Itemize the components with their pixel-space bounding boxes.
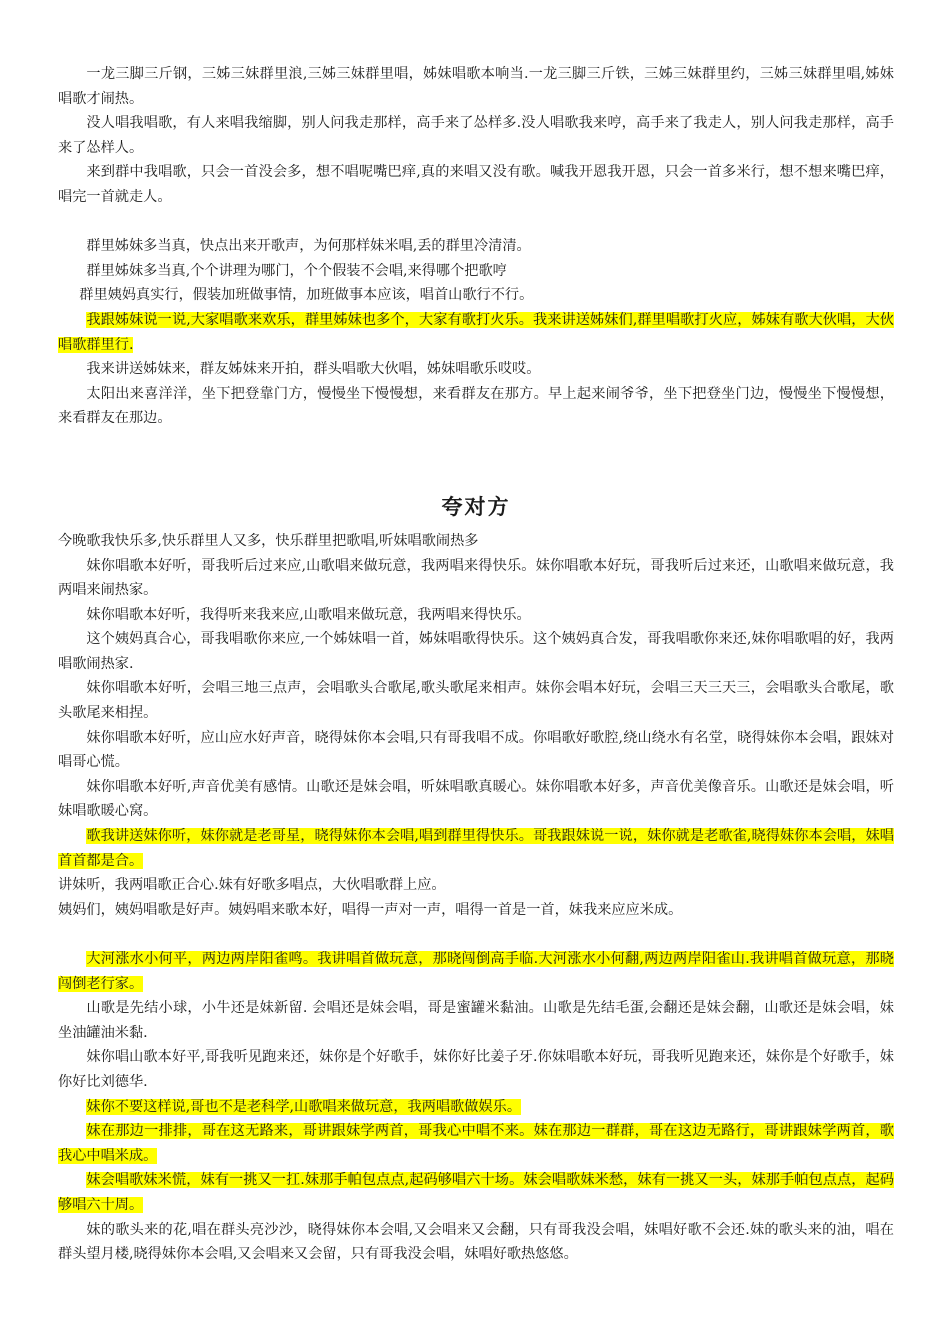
- paragraph: 妹的歌头来的花,唱在群头亮沙沙，晓得妹你本会唱,又会唱来又会翻，只有哥我没会唱，妹唱好歌不会还.妹的歌头来的油，唱在群头望月楼,晓得妹你本会唱,又会唱来又会留，只有哥我没会唱，妹唱好歌热悠悠。: [58, 1221, 894, 1263]
- highlighted-paragraph: 妹会唱歌妹米慌，妹有一挑又一扛.妹那手帕包点点,起码够唱六十场。妹会唱歌妹米愁，妹有一挑又一头，妹那手帕包点点，起码够唱六十周。: [58, 1172, 894, 1213]
- paragraph: 群里姊妹多当真，快点出来开歌声，为何那样妹米唱,丢的群里冷清清。: [86, 238, 531, 255]
- plain-line: 讲妹听，我两唱歌正合心.妹有好歌多唱点，大伙唱歌群上应。: [58, 877, 446, 894]
- highlighted-paragraph: 歌我讲送妹你听，妹你就是老哥星，晓得妹你本会唱,唱到群里得快乐。哥我跟妹说一说，妹你就是老歌雀,晓得妹你本会唱，妹唱首首都是合。: [58, 828, 894, 869]
- paragraph: 一龙三脚三斤钢，三姊三妹群里浪,三姊三妹群里唱，姊妹唱歌本响当.一龙三脚三斤铁，三姊三妹群里约，三姊三妹群里唱,姊妹唱歌才闹热。: [58, 66, 894, 107]
- paragraph: 妹你唱歌本好听，哥我听后过来应,山歌唱来做玩意，我两唱来得快乐。妹你唱歌本好玩，哥我听后过来还，山歌唱来做玩意，我两唱来闹热家。: [58, 557, 894, 599]
- paragraph: 群里姊妹多当真,个个讲理为哪门，个个假装不会唱,来得哪个把歌哼: [86, 262, 507, 279]
- paragraph: 群里姨妈真实行，假装加班做事情，加班做事本应该，唱首山歌行不行。: [79, 287, 534, 304]
- blank-line: [58, 922, 894, 947]
- paragraph: 这个姨妈真合心，哥我唱歌你来应,一个姊妹唱一首，姊妹唱歌得快乐。这个姨妈真合发，哥我唱歌你来还,妹你唱歌唱的好，我两唱歌闹热家.: [58, 631, 894, 672]
- paragraph: 我来讲送姊妹来，群友姊妹来开拍，群头唱歌大伙唱，姊妹唱歌乐哎哎。: [86, 361, 541, 378]
- paragraph: 妹你唱歌本好听，我得听来我来应,山歌唱来做玩意，我两唱来得快乐。: [86, 606, 531, 623]
- paragraph: 妹你唱歌本好听，会唱三地三点声，会唱歌头合歌尾,歌头歌尾来相声。妹你会唱本好玩，会唱三天三天三，会唱歌头合歌尾，歌头歌尾来相捏。: [58, 680, 894, 722]
- highlighted-paragraph: 妹你不要这样说,哥也不是老科学,山歌唱来做玩意，我两唱歌做娱乐。: [86, 1098, 522, 1115]
- paragraph: 妹你唱歌本好听，应山应水好声音，晓得妹你本会唱,只有哥我唱不成。你唱歌好歌腔,绕山绕水有名堂，晓得妹你本会唱，跟妹对唱哥心慌。: [58, 729, 894, 771]
- highlighted-paragraph: 大河涨水小何平，两边两岸阳雀鸣。我讲唱首做玩意，那晓闯倒高手临.大河涨水小何翻,两边两岸阳雀山.我讲唱首做玩意，那晓闯倒老行家。: [58, 951, 894, 992]
- plain-line: 姨妈们，姨妈唱歌是好声。姨妈唱来歌本好，唱得一声对一声，唱得一首是一首，妹我来应应米成。: [58, 901, 683, 918]
- paragraph: 妹你唱歌本好听,声音优美有感情。山歌还是妹会唱，听妹唱歌真暖心。妹你唱歌本好多，声音优美像音乐。山歌还是妹会唱，听妹唱歌暖心窝。: [58, 778, 894, 820]
- paragraph: 没人唱我唱歌，有人来唱我缩脚，别人问我走那样，高手来了怂样多.没人唱歌我来哼，高手来了我走人，别人问我走那样，高手来了怂样人。: [58, 115, 894, 156]
- paragraph: 太阳出来喜洋洋，坐下把登靠门方，慢慢坐下慢慢想，来看群友在那方。早上起来闹爷爷，坐下把登坐门边，慢慢坐下慢慢想，来看群友在那边。: [58, 385, 894, 427]
- highlighted-paragraph: 妹在那边一排排，哥在这无路来，哥讲跟妹学两首，哥我心中唱不来。妹在那边一群群，哥在这边无路行，哥讲跟妹学两首，歌我心中唱米成。: [58, 1123, 894, 1164]
- paragraph: 山歌是先结小球，小牛还是妹新留. 会唱还是妹会唱，哥是蜜罐米黏油。山歌是先结毛蛋,会翻还是妹会翻，山歌还是妹会唱，妹坐油罐油米黏.: [58, 1000, 894, 1041]
- document-page: [58, 62, 894, 1267]
- paragraph: 妹你唱山歌本好平,哥我听见跑来还，妹你是个好歌手，妹你好比姜子牙.你妹唱歌本好玩，哥我听见跑来还，妹你是个好歌手，妹你好比刘德华.: [58, 1049, 894, 1090]
- paragraph: 来到群中我唱歌，只会一首没会多，想不唱呢嘴巴痒,真的来唱又没有歌。喊我开恩我开恩，只会一首多米行，想不想来嘴巴痒，唱完一首就走人。: [58, 164, 894, 205]
- highlighted-paragraph: 我跟姊妹说一说,大家唱歌来欢乐，群里姊妹也多个，大家有歌打火乐。我来讲送姊妹们,群里唱歌打火应，姊妹有歌大伙唱，大伙唱歌群里行.: [58, 311, 894, 353]
- intro-line: 今晚歌我快乐多,快乐群里人又多，快乐群里把歌唱,听妹唱歌闹热多: [58, 532, 479, 549]
- section-title: 夸对方: [441, 493, 511, 519]
- blank-line: [58, 210, 894, 235]
- blank-line: [58, 431, 894, 487]
